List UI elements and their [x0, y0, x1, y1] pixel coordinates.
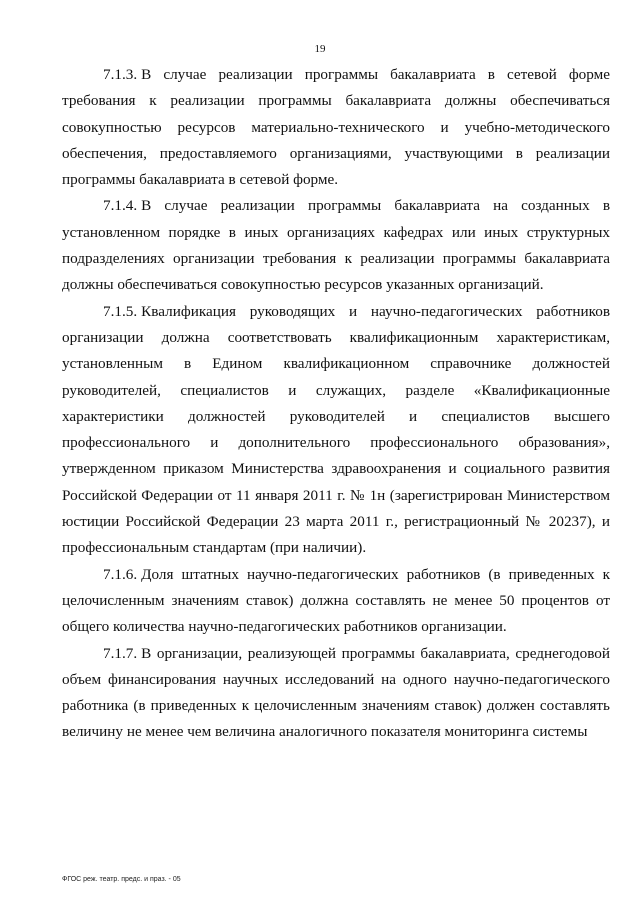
paragraph-text: В случае реализации программы бакалавриата на созданных в установленном порядке в иных организациях кафедрах или иных структурных подразделениях организации требования к реализации программы бакалавриата должны обеспечиваться совокупностью ресурсов указанных организаций.	[62, 197, 610, 294]
paragraph-text: Доля штатных научно-педагогических работников (в приведенных к целочисленным значениям ставок) должна составлять не менее 50 процентов от общего количества научно-педагогических работников организации.	[62, 565, 610, 636]
paragraph-text: В случае реализации программы бакалавриата в сетевой форме требования к реализации программы бакалавриата должны обеспечиваться совокупностью ресурсов материально-технического и учебно-методического обеспечения, предоставляемого организациями, участвующими в реализации программы бакалавриата в сетевой форме.	[62, 66, 610, 189]
paragraph-number: 7.1.3.	[103, 66, 138, 83]
paragraph-number: 7.1.4.	[103, 197, 138, 215]
paragraph-number: 7.1.6.	[103, 565, 138, 583]
paragraph-7-1-3	[62, 62, 610, 193]
paragraph-7-1-6	[62, 562, 610, 641]
paragraph-7-1-5	[62, 299, 610, 562]
footer-note: ФГОС реж. театр. предс. и праз. - 05	[62, 876, 181, 883]
paragraph-text: Квалификация руководящих и научно-педагогических работников организации должна соответствовать квалификационным характеристикам, установленным в Едином квалификационном справочнике должностей руководителей, специалистов и служащих, разделе «Квалификационные характеристики должностей руководителей и специалистов высшего профессионального и дополнительного профессионального образования», утвержденном приказом Министерства здравоохранения и социального развития Российской Федерации от 11 января 2011 г. № 1н (зарегистрирован Министерством юстиции Российской Федерации 23 марта 2011 г., регистрационный № 20237), и профессиональным стандартам (при наличии).	[62, 302, 610, 557]
paragraph-number: 7.1.5.	[103, 302, 138, 320]
document-body	[62, 62, 610, 746]
paragraph-7-1-7	[62, 641, 610, 746]
page-number: 19	[314, 43, 326, 55]
paragraph-number: 7.1.7.	[103, 644, 138, 662]
paragraph-text: В организации, реализующей программы бакалавриата, среднегодовой объем финансирования научных исследований на одного научно-педагогического работника (в приведенных к целочисленным значениям ставок) должен составлять величину не менее чем величина аналогичного показателя мониторинга системы	[62, 644, 610, 741]
paragraph-7-1-4	[62, 193, 610, 298]
